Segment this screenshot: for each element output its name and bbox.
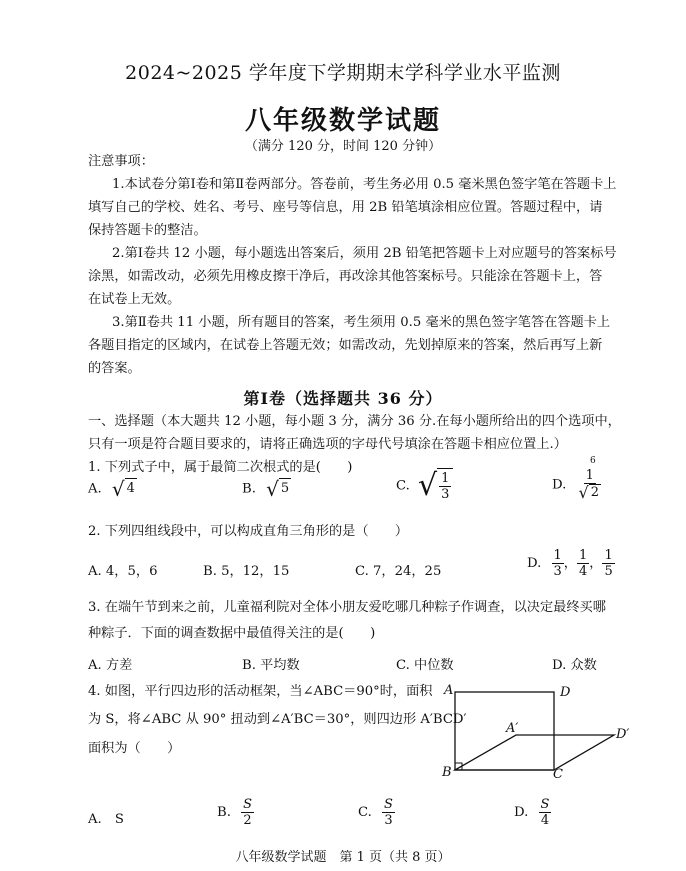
q2-d-num-3: 1: [604, 548, 613, 563]
exam-subtitle: （满分 120 分，时间 120 分钟）: [244, 139, 442, 154]
q2-d-num-1: 1: [553, 548, 562, 563]
q4-option-b-label: B.: [217, 805, 231, 820]
q2-d-sep-2: ，: [589, 556, 603, 571]
note-2-line-2: 涂黑，如需改动，必须先用橡皮擦干净后，再改涂其他答案标号。只能涂在答题卡上，答: [88, 269, 603, 284]
q1-option-c-label: C.: [396, 478, 410, 494]
q1-option-c-radical: √ $\frac{1}{3}$: [418, 468, 453, 504]
exam-title: 八年级数学试题: [244, 106, 441, 136]
q4-option-d-label: D.: [514, 805, 529, 820]
q1-option-a: [88, 478, 137, 500]
figure-label-a: A: [444, 683, 454, 698]
q2-option-d-label: D.: [527, 556, 542, 571]
note-1-line-2: 填写自己的学校、姓名、考号、座号等信息，用 2B 铅笔填涂相应位置。答题过程中，请: [88, 200, 603, 215]
notes-heading: 注意事项：: [88, 154, 154, 169]
note-3-line-3: 的答案。: [88, 361, 141, 376]
figure-label-a-prime: A′: [506, 721, 519, 736]
q1-stem: 1. 下列式子中，属于最简二次根式的是( ): [88, 460, 353, 475]
section-intro-line-2: 只有一项是符合题目要求的，请将正确选项的字母代号填涂在答题卡相应位置上.）: [88, 437, 567, 452]
q1-handwritten-mark: 6: [590, 456, 596, 466]
section-title: 第Ⅰ卷（选择题共 36 分）: [243, 389, 443, 408]
q2-option-d: [527, 548, 615, 579]
q4-option-b: [217, 797, 254, 828]
q2-d-den-3: 5: [604, 564, 613, 579]
q4-option-b-numerator: S: [243, 797, 252, 812]
q2-d-sep-1: ，: [563, 556, 577, 571]
q4-option-d-denominator: 4: [540, 813, 550, 828]
q2-d-den-2: 4: [578, 564, 588, 579]
note-3-line-2: 各题目指定的区域内，在试卷上答题无效；如需改动，先划掉原来的答案，然后再写上新: [88, 338, 603, 353]
q2-option-c: C. 7，24，25: [355, 564, 442, 579]
q3-stem-line-1: 3. 在端午节到来之前，儿童福利院对全体小朋友爱吃哪几种粽子作调查，以决定最终买哪: [88, 600, 606, 615]
q4-stem-line-1: 4. 如图，平行四边形的活动框架，当∠ABC＝90°时，面积: [88, 684, 433, 699]
note-3-line-1: 3.第Ⅱ卷共 11 小题，所有题目的答案，考生须用 0.5 毫米的黑色签字笔答在答题卡上: [112, 315, 611, 330]
q2-d-num-2: 1: [578, 548, 588, 563]
q1-option-b-label: B.: [242, 481, 256, 497]
note-1-line-1: 1.本试卷分第Ⅰ卷和第Ⅱ卷两部分。答卷前，考生务必用 0.5 毫米黑色签字笔在答题卡上: [112, 177, 617, 192]
figure-rectangle-abcd: [455, 692, 554, 770]
q4-parallelogram-figure: [436, 680, 636, 780]
q4-option-a: A. S: [88, 812, 124, 827]
note-2-line-3: 在试卷上无效。: [88, 292, 181, 307]
q4-stem-line-2: 为 S，将∠ABC 从 90° 扭动到∠A′BC＝30°，则四边形 A′BCD′: [88, 712, 467, 727]
q1-option-d: D. 1 √ 2: [552, 468, 599, 502]
q4-option-c-numerator: S: [384, 797, 393, 812]
figure-parallelogram-a2bcd2: [455, 735, 614, 770]
q4-option-d-numerator: S: [540, 797, 550, 812]
q4-option-c-label: C.: [358, 805, 372, 820]
figure-label-d: D: [560, 685, 571, 700]
page-footer: 八年级数学试题 第 1 页（共 8 页）: [235, 850, 451, 865]
q1-option-a-radicand: 4: [125, 478, 137, 500]
q1-option-d-label: D.: [552, 477, 567, 493]
q1-option-d-radicand: 2: [590, 485, 599, 500]
figure-label-c: C: [553, 767, 563, 780]
q1-option-c-numerator: 1: [441, 471, 450, 486]
q1-option-a-radical: √ 4: [111, 477, 135, 501]
exam-header: 2024~2025 学年度下学期期末学科学业水平监测: [125, 62, 561, 84]
note-2-line-1: 2.第Ⅰ卷共 12 小题，每小题选出答案后，须用 2B 铅笔把答题卡上对应题号的答案标号: [112, 246, 617, 261]
q1-option-b-radical: √ 5: [266, 477, 290, 501]
q3-stem-line-2: 种粽子．下面的调查数据中最值得关注的是( ): [88, 626, 376, 641]
q4-option-b-denominator: 2: [243, 813, 252, 828]
q4-option-d: [514, 797, 551, 828]
q3-option-d: D. 众数: [552, 658, 597, 673]
q3-option-c: C. 中位数: [396, 658, 454, 673]
q4-option-c: [358, 797, 395, 828]
q2-stem: 2. 下列四组线段中，可以构成直角三角形的是（ ）: [88, 524, 409, 539]
q1-option-b: [242, 478, 291, 500]
q1-option-c: [396, 468, 453, 504]
q4-stem-line-3: 面积为（ ）: [88, 741, 181, 756]
q3-option-a: A. 方差: [88, 658, 133, 673]
note-1-line-3: 保持答题卡的整洁。: [88, 223, 207, 238]
q2-d-den-1: 3: [553, 564, 562, 579]
figure-label-d-prime: D′: [616, 727, 630, 742]
q1-option-d-numerator: 1: [585, 468, 594, 483]
q1-option-a-label: A.: [88, 481, 102, 497]
q3-option-b: B. 平均数: [242, 658, 300, 673]
q2-option-b: B. 5，12，15: [203, 564, 290, 579]
q1-option-b-radicand: 5: [279, 478, 291, 500]
q4-option-c-denominator: 3: [384, 813, 393, 828]
q2-option-a: A. 4，5，6: [88, 564, 158, 579]
section-intro-line-1: 一、选择题（本大题共 12 小题，每小题 3 分，满分 36 分.在每小题所给出的四个选项中，: [88, 414, 621, 429]
figure-label-b: B: [442, 765, 452, 780]
q1-option-c-denominator: 3: [441, 487, 450, 502]
